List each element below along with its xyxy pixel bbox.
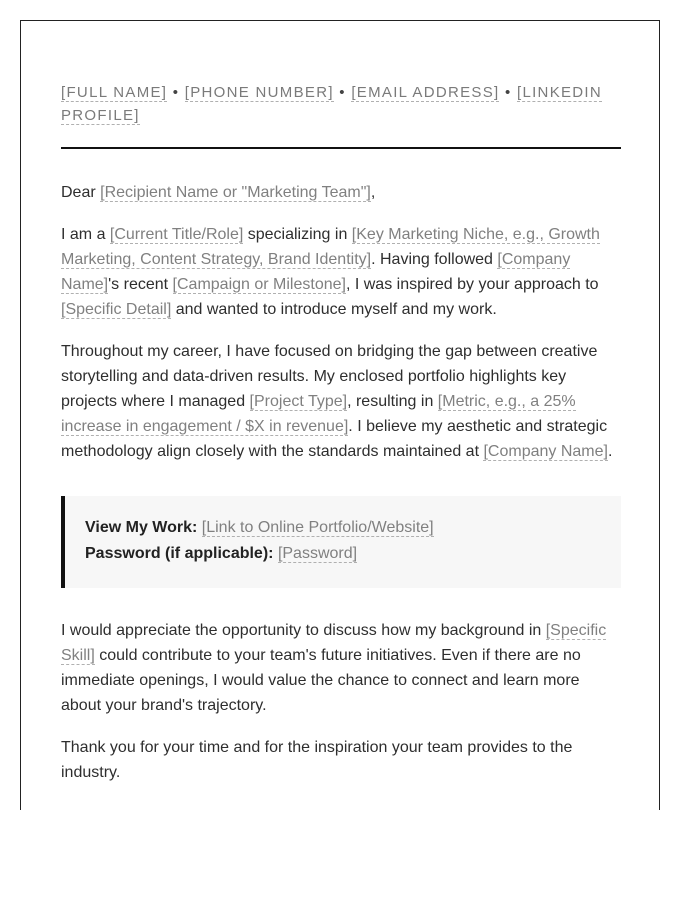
contact-header — [61, 81, 621, 149]
project-type-placeholder: [Project Type] — [249, 393, 348, 410]
metric-placeholder: [Metric, e.g., a 25% increase in engagement / $X in revenue] — [61, 393, 576, 435]
password-line — [85, 541, 601, 567]
email-placeholder: [EMAIL ADDRESS] — [351, 84, 500, 101]
view-work-label: View My Work: — [85, 519, 198, 536]
separator: • — [499, 84, 517, 101]
full-name-placeholder: [FULL NAME] — [61, 84, 168, 101]
salutation-suffix: , — [370, 184, 376, 201]
intro-paragraph — [61, 222, 621, 322]
letter-page — [20, 20, 660, 810]
portfolio-link-line — [85, 515, 601, 541]
portfolio-link-placeholder[interactable]: [Link to Online Portfolio/Website] — [201, 519, 434, 536]
company-name-placeholder: [Company Name] — [61, 251, 571, 293]
password-placeholder: [Password] — [277, 545, 358, 562]
specific-detail-placeholder: [Specific Detail] — [61, 301, 172, 318]
separator: • — [333, 84, 352, 101]
text: Thank you for your time and for the inspiration your team provides to the industry. — [61, 739, 573, 781]
text: , resulting in — [347, 393, 438, 410]
letter-content — [61, 81, 621, 785]
phone-placeholder: [PHONE NUMBER] — [184, 84, 334, 101]
separator: • — [167, 84, 185, 101]
thanks-paragraph — [61, 735, 621, 785]
opportunity-paragraph — [61, 618, 621, 718]
career-paragraph — [61, 339, 621, 464]
text: could contribute to your team's future initiatives. Even if there are no immediate openings, I would value the chance to connect and learn more about your brand's trajectory. — [61, 647, 581, 714]
text: Throughout my career, I have focused on bridging the gap between creative storytelling and data-driven results. My enclosed portfolio highlights key projects where I managed — [61, 343, 598, 410]
portfolio-callout — [61, 496, 621, 588]
marketing-niche-placeholder: [Key Marketing Niche, e.g., Growth Marketing, Content Strategy, Brand Identity] — [61, 226, 600, 268]
salutation-prefix: Dear — [61, 184, 101, 201]
text: I am a — [61, 226, 110, 243]
text: specializing in — [243, 226, 352, 243]
company-name-placeholder: [Company Name] — [483, 443, 608, 460]
text: . — [607, 443, 613, 460]
text: I would appreciate the opportunity to discuss how my background in — [61, 622, 546, 639]
text: 's recent — [108, 276, 173, 293]
password-label: Password (if applicable): — [85, 545, 274, 562]
campaign-placeholder: [Campaign or Milestone] — [172, 276, 346, 293]
text: , I was inspired by your approach to — [345, 276, 599, 293]
salutation — [61, 180, 621, 205]
text: and wanted to introduce myself and my work. — [171, 301, 497, 318]
text: . I believe my aesthetic and strategic methodology align closely with the standards maintained at — [61, 418, 608, 460]
linkedin-placeholder: [LINKEDIN PROFILE] — [61, 84, 603, 124]
text: . Having followed — [371, 251, 498, 268]
recipient-placeholder: [Recipient Name or "Marketing Team"] — [100, 184, 371, 201]
specific-skill-placeholder: [Specific Skill] — [61, 622, 607, 664]
title-role-placeholder: [Current Title/Role] — [109, 226, 244, 243]
